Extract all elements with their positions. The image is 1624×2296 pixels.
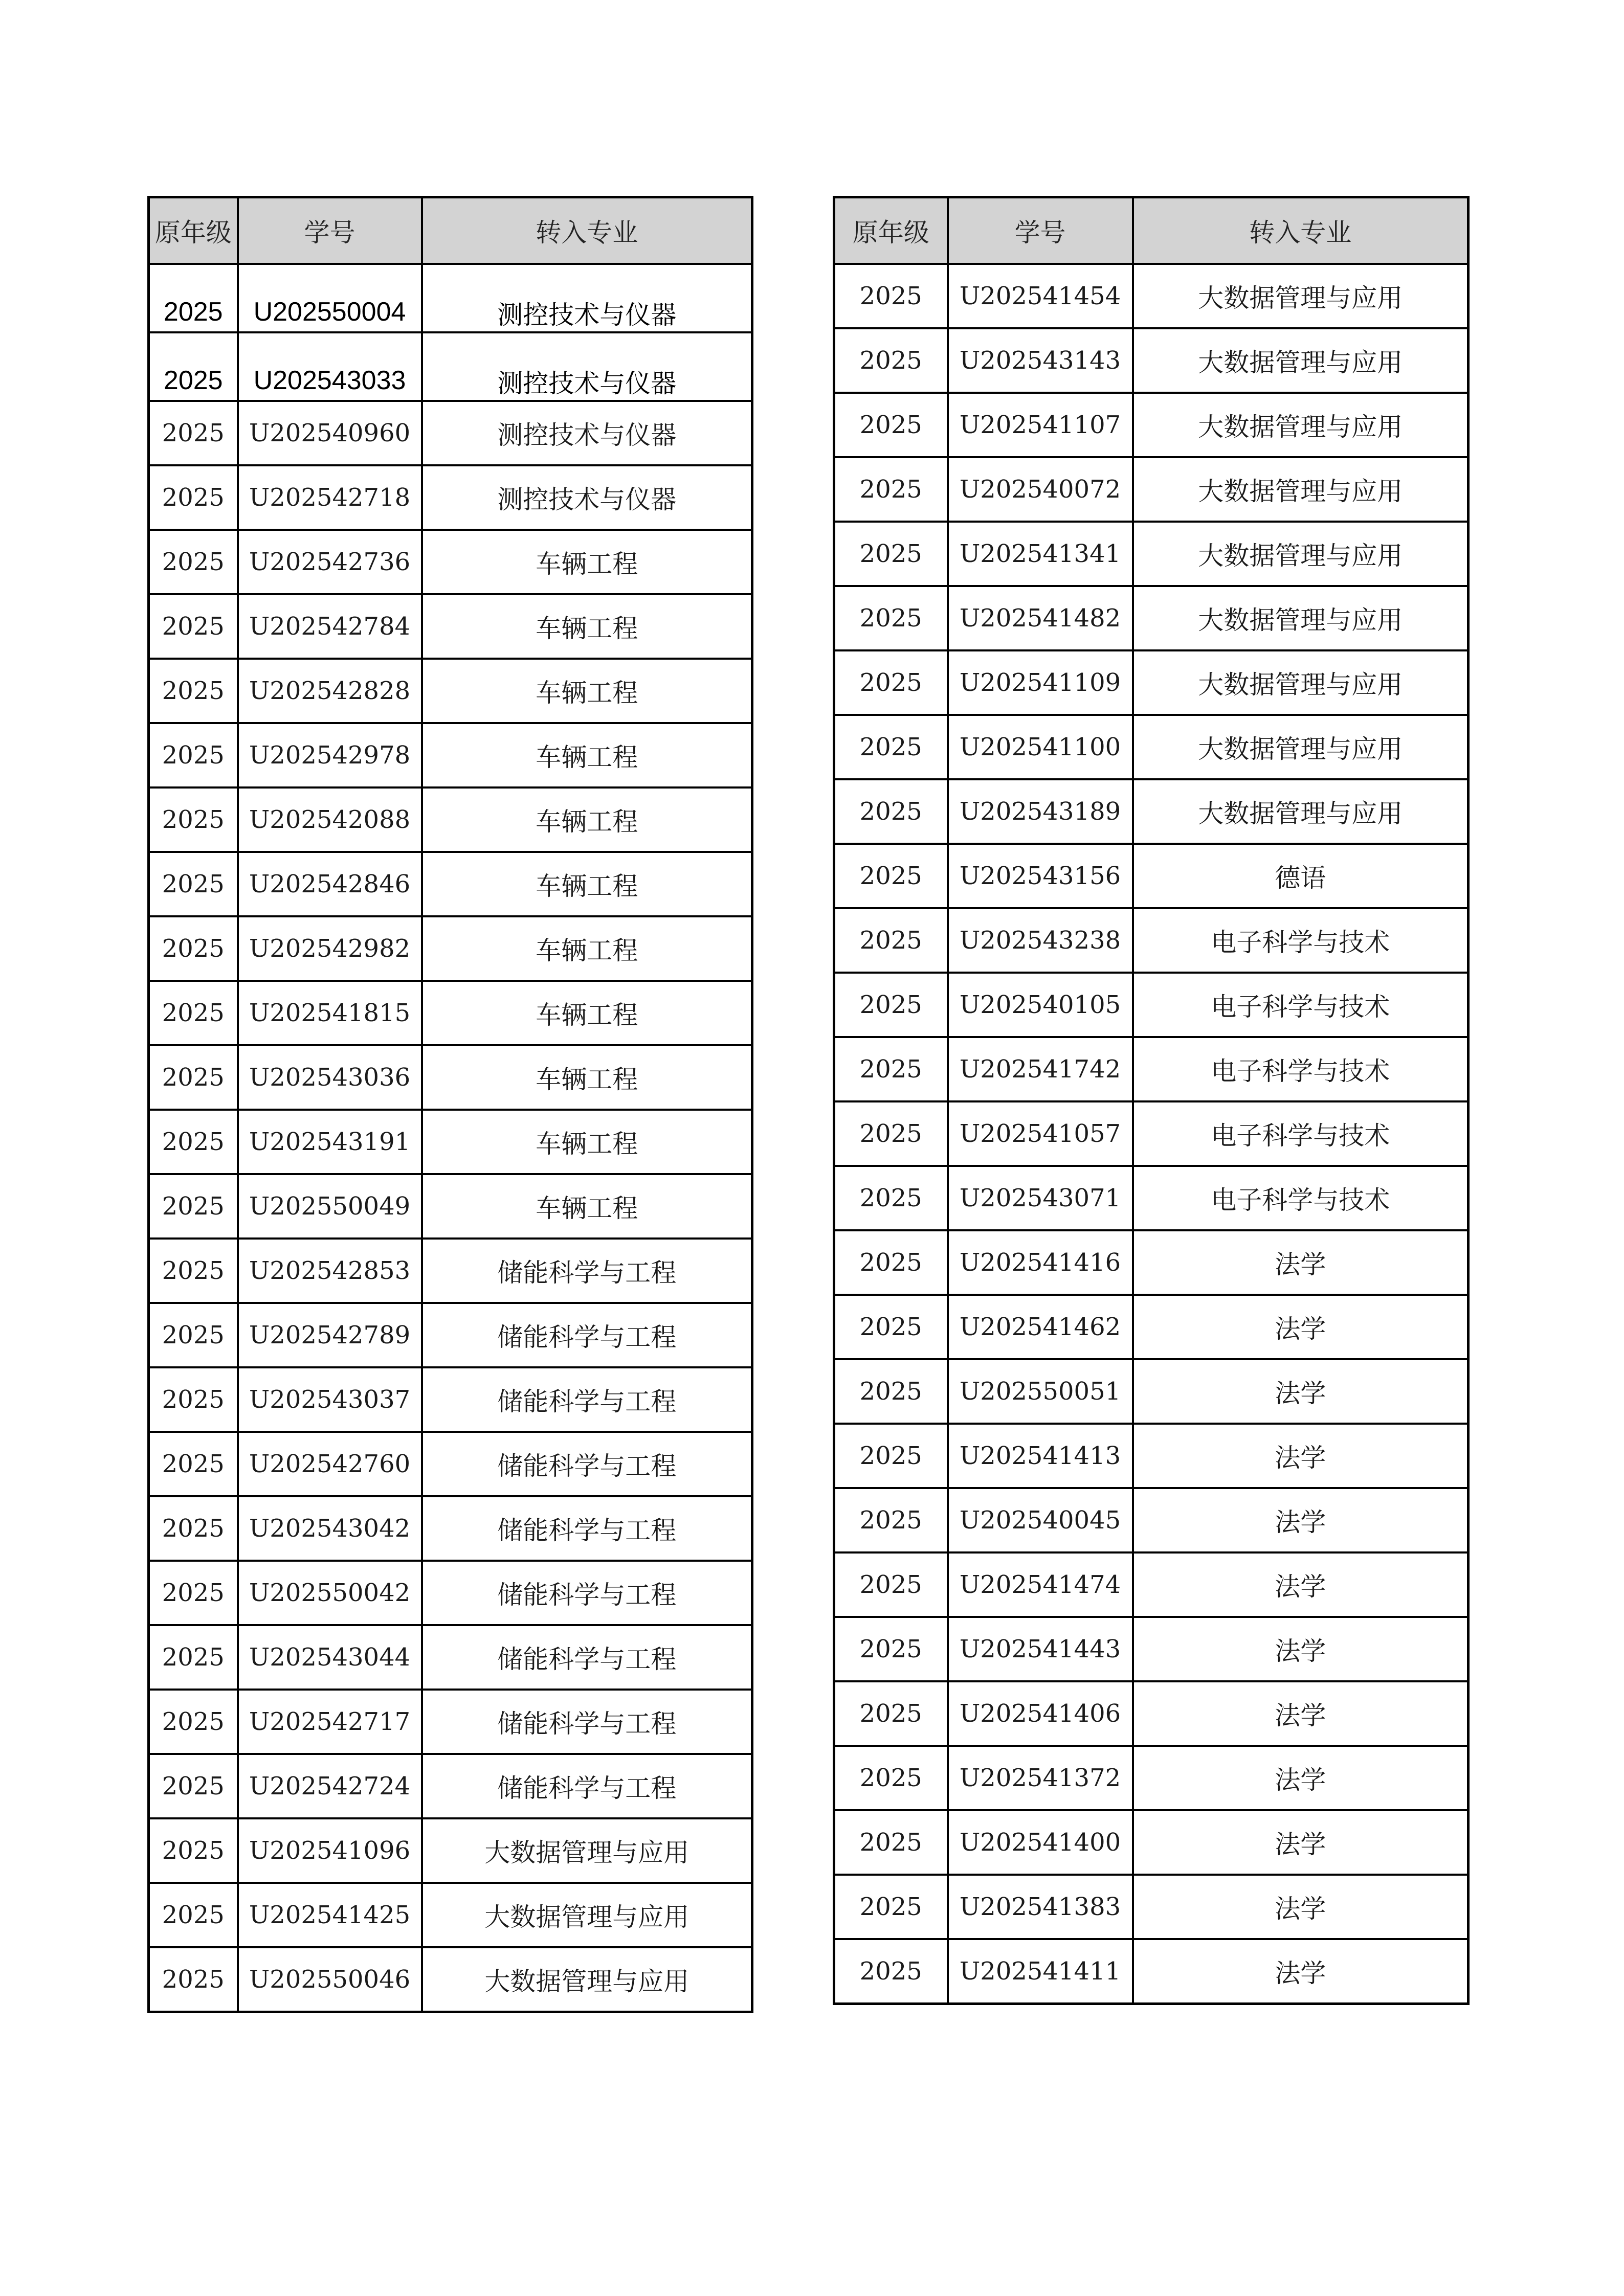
table-row (834, 1101, 1469, 1166)
major-cell: 储能科学与工程 (422, 1367, 752, 1432)
student-id-cell: U202542978 (238, 723, 422, 787)
table-row (149, 1045, 752, 1110)
student-id-cell: U202541109 (948, 650, 1133, 715)
student-id-cell: U202550046 (238, 1947, 422, 2012)
student-id-cell: U202542789 (238, 1303, 422, 1367)
grade-cell: 2025 (834, 1552, 948, 1617)
table-row (834, 1166, 1469, 1230)
grade-cell: 2025 (149, 530, 238, 594)
table-row (834, 973, 1469, 1037)
student-id-cell: U202543036 (238, 1045, 422, 1110)
major-cell: 测控技术与仪器 (422, 401, 752, 465)
table-row (834, 586, 1469, 650)
grade-cell: 2025 (834, 779, 948, 844)
major-cell: 大数据管理与应用 (422, 1818, 752, 1883)
table-row (149, 723, 752, 787)
table-row (834, 779, 1469, 844)
grade-cell: 2025 (149, 1303, 238, 1367)
grade-cell: 2025 (149, 401, 238, 465)
student-id-cell: U202543189 (948, 779, 1133, 844)
major-cell: 储能科学与工程 (422, 1303, 752, 1367)
major-cell: 电子科学与技术 (1133, 1101, 1469, 1166)
student-id-cell: U202542718 (238, 465, 422, 530)
table-row (834, 1295, 1469, 1359)
student-id-cell: U202541400 (948, 1810, 1133, 1875)
table-row (834, 1746, 1469, 1810)
major-cell: 法学 (1133, 1875, 1469, 1939)
table-row (149, 916, 752, 981)
grade-cell: 2025 (149, 332, 238, 401)
student-id-cell: U202542828 (238, 659, 422, 723)
student-id-cell: U202543156 (948, 844, 1133, 908)
major-cell: 车辆工程 (422, 852, 752, 916)
grade-cell: 2025 (149, 1690, 238, 1754)
student-id-cell: U202541341 (948, 522, 1133, 586)
student-id-cell: U202542760 (238, 1432, 422, 1496)
major-cell: 电子科学与技术 (1133, 908, 1469, 973)
table-row (149, 401, 752, 465)
major-cell: 大数据管理与应用 (1133, 457, 1469, 522)
table-row (834, 844, 1469, 908)
header-grade: 原年级 (834, 197, 948, 264)
grade-cell: 2025 (834, 1101, 948, 1166)
major-cell: 储能科学与工程 (422, 1561, 752, 1625)
student-id-cell: U202541815 (238, 981, 422, 1045)
table-row (834, 650, 1469, 715)
table-row (834, 1037, 1469, 1101)
student-id-cell: U202543238 (948, 908, 1133, 973)
major-cell: 储能科学与工程 (422, 1690, 752, 1754)
student-id-cell: U202550042 (238, 1561, 422, 1625)
student-id-cell: U202541372 (948, 1746, 1133, 1810)
student-id-cell: U202542784 (238, 594, 422, 659)
table-row (834, 1552, 1469, 1617)
table-row (834, 1939, 1469, 2004)
grade-cell: 2025 (834, 1424, 948, 1488)
grade-cell: 2025 (149, 787, 238, 852)
grade-cell: 2025 (834, 1939, 948, 2004)
student-id-cell: U202541454 (948, 264, 1133, 328)
table-row (834, 393, 1469, 457)
student-id-cell: U202541474 (948, 1552, 1133, 1617)
student-id-cell: U202540105 (948, 973, 1133, 1037)
major-cell: 储能科学与工程 (422, 1239, 752, 1303)
grade-cell: 2025 (834, 1359, 948, 1424)
grade-cell: 2025 (834, 908, 948, 973)
grade-cell: 2025 (149, 1045, 238, 1110)
table-row (149, 1754, 752, 1818)
table-row (834, 1230, 1469, 1295)
table-row (834, 715, 1469, 779)
grade-cell: 2025 (834, 522, 948, 586)
table-row (834, 522, 1469, 586)
grade-cell: 2025 (834, 844, 948, 908)
table-row (834, 1617, 1469, 1681)
grade-cell: 2025 (834, 1230, 948, 1295)
major-cell: 车辆工程 (422, 1045, 752, 1110)
grade-cell: 2025 (834, 973, 948, 1037)
header-student-id: 学号 (238, 197, 422, 264)
grade-cell: 2025 (149, 1947, 238, 2012)
student-id-cell: U202542717 (238, 1690, 422, 1754)
grade-cell: 2025 (149, 465, 238, 530)
major-cell: 法学 (1133, 1617, 1469, 1681)
table-row (149, 659, 752, 723)
table-row (149, 1367, 752, 1432)
table-row (834, 264, 1469, 328)
major-cell: 车辆工程 (422, 1110, 752, 1174)
grade-cell: 2025 (149, 981, 238, 1045)
student-id-cell: U202541100 (948, 715, 1133, 779)
student-id-cell: U202541383 (948, 1875, 1133, 1939)
student-id-cell: U202543033 (238, 332, 422, 401)
major-cell: 大数据管理与应用 (1133, 328, 1469, 393)
major-cell: 储能科学与工程 (422, 1496, 752, 1561)
student-id-cell: U202541107 (948, 393, 1133, 457)
transfer-table-right (833, 196, 1470, 2005)
table-row (834, 1875, 1469, 1939)
major-cell: 法学 (1133, 1424, 1469, 1488)
major-cell: 大数据管理与应用 (422, 1883, 752, 1947)
grade-cell: 2025 (834, 328, 948, 393)
major-cell: 大数据管理与应用 (1133, 586, 1469, 650)
student-id-cell: U202543042 (238, 1496, 422, 1561)
student-id-cell: U202541416 (948, 1230, 1133, 1295)
grade-cell: 2025 (834, 1681, 948, 1746)
major-cell: 电子科学与技术 (1133, 1037, 1469, 1101)
student-id-cell: U202542724 (238, 1754, 422, 1818)
table-row (149, 1303, 752, 1367)
grade-cell: 2025 (149, 264, 238, 332)
major-cell: 大数据管理与应用 (422, 1947, 752, 2012)
table-row (149, 264, 752, 332)
table-row (149, 465, 752, 530)
table-row (149, 1818, 752, 1883)
table-row (149, 1496, 752, 1561)
major-cell: 法学 (1133, 1230, 1469, 1295)
grade-cell: 2025 (149, 594, 238, 659)
student-id-cell: U202550049 (238, 1174, 422, 1239)
table-row (834, 1681, 1469, 1746)
grade-cell: 2025 (834, 1037, 948, 1101)
major-cell: 储能科学与工程 (422, 1432, 752, 1496)
grade-cell: 2025 (834, 1166, 948, 1230)
grade-cell: 2025 (834, 650, 948, 715)
table-row (149, 1625, 752, 1690)
grade-cell: 2025 (149, 1883, 238, 1947)
student-id-cell: U202542982 (238, 916, 422, 981)
major-cell: 大数据管理与应用 (1133, 779, 1469, 844)
table-row (834, 457, 1469, 522)
student-id-cell: U202542736 (238, 530, 422, 594)
student-id-cell: U202543191 (238, 1110, 422, 1174)
major-cell: 德语 (1133, 844, 1469, 908)
student-id-cell: U202541482 (948, 586, 1133, 650)
major-cell: 车辆工程 (422, 787, 752, 852)
table-row (149, 1432, 752, 1496)
major-cell: 法学 (1133, 1810, 1469, 1875)
student-id-cell: U202543143 (948, 328, 1133, 393)
student-id-cell: U202540072 (948, 457, 1133, 522)
grade-cell: 2025 (834, 1617, 948, 1681)
major-cell: 法学 (1133, 1359, 1469, 1424)
header-major: 转入专业 (422, 197, 752, 264)
table-row (834, 328, 1469, 393)
table-row (149, 1883, 752, 1947)
transfer-table-left (147, 196, 753, 2013)
grade-cell: 2025 (149, 1174, 238, 1239)
table-row (834, 1488, 1469, 1552)
student-id-cell: U202541406 (948, 1681, 1133, 1746)
student-id-cell: U202542846 (238, 852, 422, 916)
student-id-cell: U202543044 (238, 1625, 422, 1690)
table-row (834, 908, 1469, 973)
table-row (149, 1561, 752, 1625)
table-row (834, 1424, 1469, 1488)
table-row (149, 1174, 752, 1239)
table-row (149, 1947, 752, 2012)
major-cell: 测控技术与仪器 (422, 465, 752, 530)
student-id-cell: U202550051 (948, 1359, 1133, 1424)
grade-cell: 2025 (834, 264, 948, 328)
grade-cell: 2025 (149, 1367, 238, 1432)
student-id-cell: U202541411 (948, 1939, 1133, 2004)
table-row (149, 981, 752, 1045)
table-row (149, 1690, 752, 1754)
major-cell: 车辆工程 (422, 1174, 752, 1239)
major-cell: 测控技术与仪器 (422, 264, 752, 332)
grade-cell: 2025 (834, 393, 948, 457)
grade-cell: 2025 (149, 916, 238, 981)
grade-cell: 2025 (834, 1746, 948, 1810)
student-id-cell: U202542853 (238, 1239, 422, 1303)
major-cell: 测控技术与仪器 (422, 332, 752, 401)
grade-cell: 2025 (149, 1432, 238, 1496)
student-id-cell: U202543071 (948, 1166, 1133, 1230)
student-id-cell: U202543037 (238, 1367, 422, 1432)
major-cell: 车辆工程 (422, 594, 752, 659)
grade-cell: 2025 (149, 1818, 238, 1883)
major-cell: 车辆工程 (422, 916, 752, 981)
header-grade: 原年级 (149, 197, 238, 264)
major-cell: 法学 (1133, 1681, 1469, 1746)
grade-cell: 2025 (149, 723, 238, 787)
student-id-cell: U202541413 (948, 1424, 1133, 1488)
major-cell: 法学 (1133, 1939, 1469, 2004)
table-row (149, 594, 752, 659)
major-cell: 储能科学与工程 (422, 1754, 752, 1818)
student-id-cell: U202541057 (948, 1101, 1133, 1166)
major-cell: 大数据管理与应用 (1133, 393, 1469, 457)
grade-cell: 2025 (834, 586, 948, 650)
header-major: 转入专业 (1133, 197, 1469, 264)
right-table-body (834, 264, 1469, 2004)
table-row (149, 852, 752, 916)
table-row (834, 1810, 1469, 1875)
table-row (149, 1239, 752, 1303)
grade-cell: 2025 (149, 659, 238, 723)
header-row (149, 197, 752, 264)
major-cell: 大数据管理与应用 (1133, 264, 1469, 328)
student-id-cell: U202540960 (238, 401, 422, 465)
major-cell: 大数据管理与应用 (1133, 522, 1469, 586)
student-id-cell: U202550004 (238, 264, 422, 332)
table-row (149, 332, 752, 401)
grade-cell: 2025 (834, 1810, 948, 1875)
table-row (834, 1359, 1469, 1424)
grade-cell: 2025 (149, 1561, 238, 1625)
major-cell: 车辆工程 (422, 981, 752, 1045)
grade-cell: 2025 (834, 1295, 948, 1359)
grade-cell: 2025 (149, 1625, 238, 1690)
grade-cell: 2025 (834, 1488, 948, 1552)
grade-cell: 2025 (149, 1496, 238, 1561)
major-cell: 法学 (1133, 1488, 1469, 1552)
grade-cell: 2025 (149, 1754, 238, 1818)
student-id-cell: U202542088 (238, 787, 422, 852)
grade-cell: 2025 (149, 1110, 238, 1174)
table-row (149, 1110, 752, 1174)
grade-cell: 2025 (149, 852, 238, 916)
student-id-cell: U202541742 (948, 1037, 1133, 1101)
major-cell: 法学 (1133, 1746, 1469, 1810)
left-table-body (149, 264, 752, 2012)
major-cell: 电子科学与技术 (1133, 973, 1469, 1037)
table-row (149, 530, 752, 594)
major-cell: 车辆工程 (422, 530, 752, 594)
major-cell: 大数据管理与应用 (1133, 650, 1469, 715)
grade-cell: 2025 (149, 1239, 238, 1303)
major-cell: 大数据管理与应用 (1133, 715, 1469, 779)
major-cell: 车辆工程 (422, 659, 752, 723)
major-cell: 电子科学与技术 (1133, 1166, 1469, 1230)
major-cell: 车辆工程 (422, 723, 752, 787)
major-cell: 法学 (1133, 1552, 1469, 1617)
student-id-cell: U202541425 (238, 1883, 422, 1947)
student-id-cell: U202541462 (948, 1295, 1133, 1359)
major-cell: 法学 (1133, 1295, 1469, 1359)
grade-cell: 2025 (834, 1875, 948, 1939)
header-student-id: 学号 (948, 197, 1133, 264)
grade-cell: 2025 (834, 715, 948, 779)
grade-cell: 2025 (834, 457, 948, 522)
header-row (834, 197, 1469, 264)
student-id-cell: U202540045 (948, 1488, 1133, 1552)
table-row (149, 787, 752, 852)
student-id-cell: U202541443 (948, 1617, 1133, 1681)
major-cell: 储能科学与工程 (422, 1625, 752, 1690)
student-id-cell: U202541096 (238, 1818, 422, 1883)
